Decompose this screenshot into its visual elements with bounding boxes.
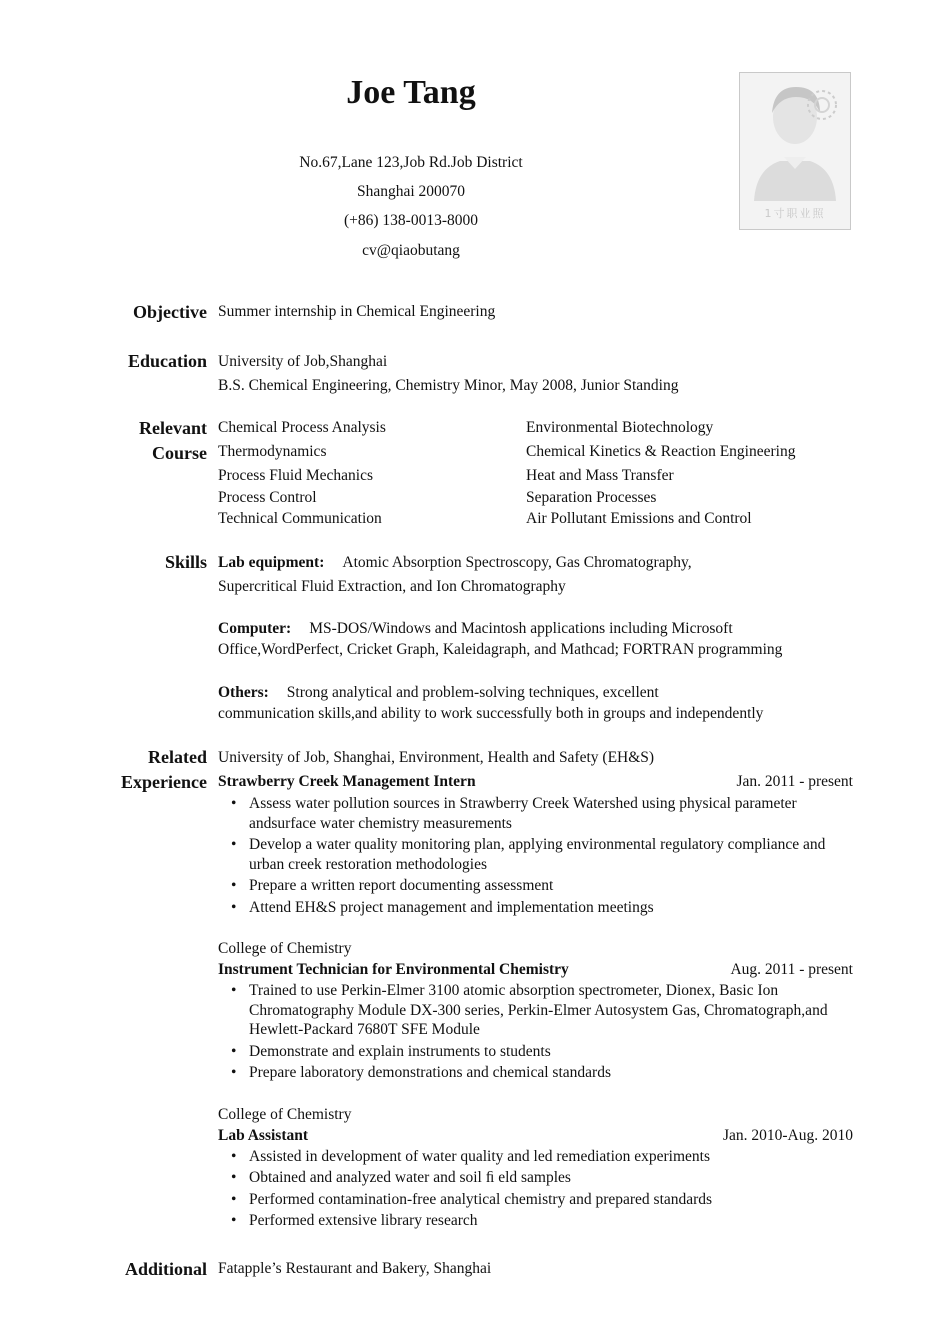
objective-label: Objective xyxy=(133,302,207,322)
job-bullet: • Performed contamination-free analytical chemistry and prepared standards xyxy=(218,1190,853,1210)
job-date: Aug. 2011 - present xyxy=(730,961,853,978)
job-bullet: • Develop a water quality monitoring plan, applying environmental regulatory compliance and urban creek restoration methodologies xyxy=(218,835,853,874)
candidate-name: Joe Tang xyxy=(346,74,476,111)
course-row xyxy=(218,417,853,441)
additional-label: Additional xyxy=(124,1259,207,1279)
course-row xyxy=(218,465,853,487)
education-degree: B.S. Chemical Engineering, Chemistry Minor, May 2008, Junior Standing xyxy=(218,377,679,394)
course-name: Thermodynamics xyxy=(218,443,327,460)
course-name: Chemical Kinetics & Reaction Engineering xyxy=(526,443,796,460)
skill-others xyxy=(218,682,853,724)
skill-lab-label: Lab equipment: xyxy=(218,554,325,571)
skill-computer-label: Computer: xyxy=(218,620,292,637)
job-title: Lab Assistant xyxy=(218,1126,309,1144)
job-bullet: • Prepare laboratory demonstrations and chemical standards xyxy=(218,1063,853,1083)
skill-computer-text: MS-DOS/Windows and Macintosh applications including Microsoft xyxy=(309,620,733,637)
email-address: cv@qiaobutang xyxy=(362,242,460,259)
course-name: Environmental Biotechnology xyxy=(526,419,714,436)
course-name: Chemical Process Analysis xyxy=(218,419,386,436)
course-name: Heat and Mass Transfer xyxy=(526,467,674,484)
skill-others-text: Strong analytical and problem-solving techniques, excellent xyxy=(286,684,659,701)
job-bullet: • Demonstrate and explain instruments to students xyxy=(218,1042,853,1062)
job-entry xyxy=(218,746,853,917)
address-line-1: No.67,Lane 123,Job Rd.Job District xyxy=(299,154,523,171)
course-name: Process Fluid Mechanics xyxy=(218,467,373,484)
skill-lab-equipment xyxy=(218,551,853,599)
phone-number: (+86) 138-0013-8000 xyxy=(343,212,478,229)
skill-lab-text-continued: Supercritical Fluid Extraction, and Ion Chromatography xyxy=(218,578,566,595)
skill-computer-text-continued: Office,WordPerfect, Cricket Graph, Kaleidagraph, and Mathcad; FORTRAN programming xyxy=(218,641,783,658)
course-row xyxy=(218,487,853,509)
job-date: Jan. 2011 - present xyxy=(736,773,853,790)
job-date: Jan. 2010-Aug. 2010 xyxy=(722,1126,853,1144)
address-line-2: Shanghai 200070 xyxy=(356,183,466,200)
skill-lab-text: Atomic Absorption Spectroscopy, Gas Chromatography, xyxy=(342,554,692,571)
skill-computer xyxy=(218,618,853,660)
profile-photo-placeholder xyxy=(739,72,851,230)
education-school: University of Job,Shanghai xyxy=(218,353,388,370)
job-bullet: • Performed extensive library research xyxy=(218,1211,853,1231)
additional-text: Fatapple’s Restaurant and Bakery, Shanghai xyxy=(218,1260,492,1277)
job-entry xyxy=(218,938,853,1083)
course-name: Air Pollutant Emissions and Control xyxy=(526,510,752,527)
course-row xyxy=(218,508,853,530)
objective-text: Summer internship in Chemical Engineering xyxy=(218,303,496,320)
skills-label: Skills xyxy=(164,552,207,572)
job-bullet: • Prepare a written report documenting assessment xyxy=(218,876,853,896)
job-bullet: • Obtained and analyzed water and soil ﬁ eld samples xyxy=(218,1168,853,1188)
job-bullet: • Assess water pollution sources in Strawberry Creek Watershed using physical parameter andsurface water chemistry measurements xyxy=(218,794,853,833)
job-organization: College of Chemistry xyxy=(218,1105,352,1123)
course-row xyxy=(218,441,853,465)
course-name: Separation Processes xyxy=(526,488,657,506)
job-bullet: • Assisted in development of water quality and led remediation experiments xyxy=(218,1147,853,1167)
job-organization: University of Job, Shanghai, Environment, Health and Safety (EH&S) xyxy=(218,749,655,766)
job-organization: College of Chemistry xyxy=(218,940,352,957)
job-title: Instrument Technician for Environmental Chemistry xyxy=(218,961,569,978)
course-name: Process Control xyxy=(218,488,317,506)
course-name: Technical Communication xyxy=(218,510,382,527)
job-title: Strawberry Creek Management Intern xyxy=(218,773,476,790)
job-entry xyxy=(218,1104,853,1231)
skill-others-text-continued: communication skills,and ability to work successfully both in groups and independently xyxy=(218,705,764,722)
education-label: Education xyxy=(127,351,207,371)
photo-caption: 1寸职业照 xyxy=(764,207,826,220)
job-bullet: • Attend EH&S project management and implementation meetings xyxy=(218,898,853,918)
experience-label: Related Experience xyxy=(121,747,207,792)
courses-label: Relevant Course xyxy=(139,418,207,463)
job-bullet: • Trained to use Perkin-Elmer 3100 atomic absorption spectrometer, Dionex, Basic Ion Chromatography Module DX-300 series, Perkin-Elmer Autosystem Gas, Chromatograph,and Hewlett-Packard 7680T SFE Module xyxy=(218,981,853,1040)
skill-others-label: Others: xyxy=(218,684,269,701)
